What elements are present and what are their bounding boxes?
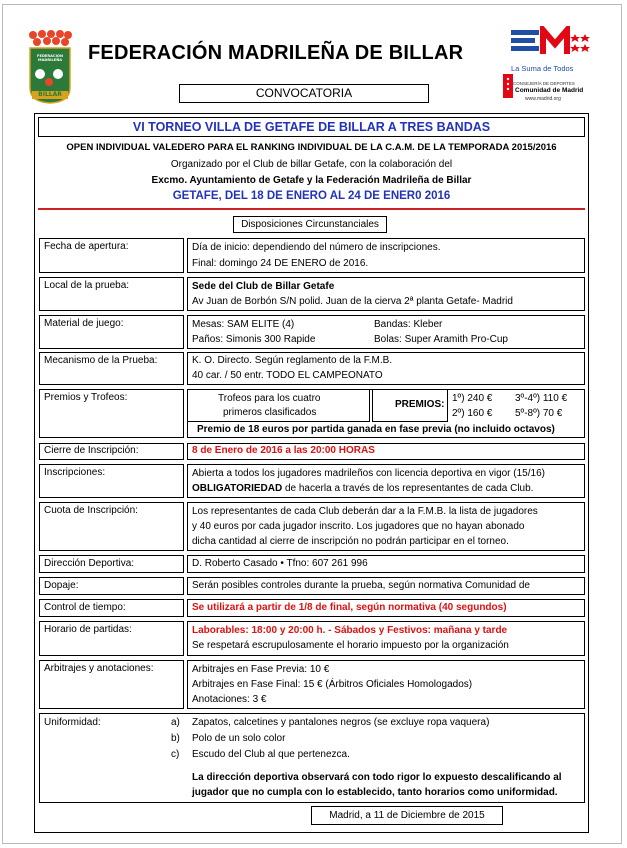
content-control-tiempo xyxy=(187,599,585,617)
content-fecha-apertura xyxy=(187,238,585,273)
event-dates: GETAFE, DEL 18 DE ENERO AL 24 DE ENER0 2016 xyxy=(172,190,451,202)
label-direccion-deportiva: Dirección Deportiva: xyxy=(39,555,184,573)
uniformidad-note-1: La dirección deportiva observará con todo rigor lo expuesto descalificando al xyxy=(192,772,562,783)
uniformidad-box xyxy=(39,713,585,803)
uniformidad-note-2: jugador que no cumpla con lo establecido, tanto horarios como uniformidad. xyxy=(192,787,558,798)
dopaje-value: Serán posibles controles durante la prueba, según normativa Comunidad de xyxy=(192,580,530,591)
label-cuota-inscripcion: Cuota de Inscripción: xyxy=(39,502,184,551)
content-material-juego xyxy=(187,315,585,349)
uniformidad-b: Polo de un solo color xyxy=(192,733,286,744)
fed-logo-text-bottom: BILLAR xyxy=(38,91,62,98)
event-collaboration: Excmo. Ayuntamiento de Getafe y la Federación Madrileña de Billar xyxy=(151,175,472,186)
material-mesas: Mesas: SAM ELITE (4) xyxy=(192,319,295,330)
horario-line-2: Se respetará escrupulosamente el horario impuesto por la organización xyxy=(192,640,509,651)
mecanismo-line-2: 40 car. / 50 entr. TODO EL CAMPEONATO xyxy=(192,370,383,381)
control-value: Se utilizará a partir de 1/8 de final, según normativa (40 segundos) xyxy=(192,602,507,613)
arbitrajes-line-1: Arbitrajes en Fase Previa: 10 € xyxy=(192,664,330,675)
label-premios: Premios y Trofeos: xyxy=(39,389,184,438)
footer-date: Madrid, a 11 de Diciembre de 2015 xyxy=(311,806,503,825)
label-mecanismo: Mecanismo de la Prueba: xyxy=(39,352,184,385)
inscripciones-line-1: Abierta a todos los jugadores madrileños con licencia deportiva en vigor (15/16) xyxy=(192,468,545,479)
cuota-line-1: Los representantes de cada Club deberán dar a la F.M.B. la lista de jugadores xyxy=(192,506,538,517)
madrid-url: www.madrid.org xyxy=(525,96,561,102)
label-dopaje: Dopaje: xyxy=(39,577,184,595)
event-title: VI TORNEO VILLA DE GETAFE DE BILLAR A TRES BANDAS xyxy=(38,117,585,137)
madrid-name: Comunidad de Madrid xyxy=(515,87,584,94)
convocatoria-box: CONVOCATORIA xyxy=(179,84,429,103)
label-uniformidad: Uniformidad: xyxy=(44,717,101,728)
uniformidad-c: Escudo del Club al que pertenezca. xyxy=(192,749,350,760)
inscripciones-line-2 xyxy=(192,483,533,494)
content-mecanismo xyxy=(187,352,585,385)
page-title: FEDERACIÓN MADRILEÑA DE BILLAR xyxy=(88,42,464,64)
label-horario-partidas: Horario de partidas: xyxy=(39,621,184,656)
inscripciones-line-2-rest: de hacerla a través de los representantes de cada Club. xyxy=(282,483,534,494)
uniformidad-b-marker: b) xyxy=(171,733,180,744)
content-premios xyxy=(187,389,585,438)
trofeos-line-2: primeros clasificados xyxy=(223,407,317,418)
arbitrajes-line-2: Arbitrajes en Fase Final: 15 € (Árbitros Oficiales Homologados) xyxy=(192,679,473,690)
uniformidad-a: Zapatos, calcetines y pantalones negros (se excluye ropa vaquera) xyxy=(192,717,490,728)
label-cierre-inscripcion: Cierre de Inscripción: xyxy=(39,443,184,460)
label-local-prueba: Local de la prueba: xyxy=(39,277,184,311)
madrid-dept: CONSEJERÍA DE DEPORTES xyxy=(513,81,575,86)
material-bandas: Bandas: Kleber xyxy=(374,319,443,330)
event-subtitle: OPEN INDIVIDUAL VALEDERO PARA EL RANKING INDIVIDUAL DE LA C.A.M. DE LA TEMPORADA 2015/2016 xyxy=(66,142,557,153)
content-horario-partidas xyxy=(187,621,585,656)
direccion-value: D. Roberto Casado • Tfno: 607 261 996 xyxy=(192,558,368,569)
premio-1: 1º) 240 € xyxy=(452,393,493,404)
madrid-tagline: La Suma de Todos xyxy=(511,64,574,73)
premio-fase-previa: Premio de 18 euros por partida ganada en fase previa (no incluido octavos) xyxy=(197,424,555,435)
apertura-line-2: Final: domingo 24 DE ENERO de 2016. xyxy=(192,258,369,269)
apertura-line-1: Día de inicio: dependiendo del número de inscripciones. xyxy=(192,242,441,253)
label-control-tiempo: Control de tiempo: xyxy=(39,599,184,617)
mecanismo-line-1: K. O. Directo. Según reglamento de la F.M.B. xyxy=(192,355,393,366)
uniformidad-a-marker: a) xyxy=(171,717,180,728)
content-dopaje xyxy=(187,577,585,595)
trofeos-line-1: Trofeos para los cuatro xyxy=(218,393,321,404)
label-fecha-apertura: Fecha de apertura: xyxy=(39,238,184,273)
arbitrajes-line-3: Anotaciones: 3 € xyxy=(192,694,267,705)
comunidad-madrid-logo xyxy=(503,26,598,108)
content-cierre-inscripcion xyxy=(187,443,585,460)
cuota-line-2: y 40 euros por cada jugador inscrito. Los jugadores que no hayan abonado xyxy=(192,521,525,532)
label-arbitrajes: Arbitrajes y anotaciones: xyxy=(39,660,184,709)
content-arbitrajes xyxy=(187,660,585,709)
premios-label-cell xyxy=(372,390,448,422)
uniformidad-c-marker: c) xyxy=(171,749,180,760)
federation-logo xyxy=(28,30,72,104)
premio-3-4: 3º-4º) 110 € xyxy=(515,393,568,404)
local-line-1: Sede del Club de Billar Getafe xyxy=(192,281,335,292)
label-inscripciones: Inscripciones: xyxy=(39,464,184,498)
local-line-2: Av Juan de Borbón S/N polid. Juan de la cierva 2ª planta Getafe- Madrid xyxy=(192,296,513,307)
premio-2: 2º) 160 € xyxy=(452,408,493,419)
red-divider xyxy=(38,208,585,210)
event-organizer: Organizado por el Club de billar Getafe, con la colaboración del xyxy=(170,159,453,170)
trofeos-cell xyxy=(188,390,370,422)
content-local-prueba xyxy=(187,277,585,311)
content-direccion-deportiva xyxy=(187,555,585,573)
label-material-juego: Material de juego: xyxy=(39,315,184,349)
cuota-line-3: dicha cantidad al cierre de inscripción no podrán participar en el torneo. xyxy=(192,536,509,547)
content-cuota-inscripcion xyxy=(187,502,585,551)
horario-line-1: Laborables: 18:00 y 20:00 h. - Sábados y Festivos: mañana y tarde xyxy=(192,625,508,636)
fed-logo-text-top: FEDERACION MADRILEÑA xyxy=(37,54,63,62)
premio-5-8: 5º-8º) 70 € xyxy=(515,408,563,419)
obligatoriedad: OBLIGATORIEDAD xyxy=(192,483,283,494)
material-bolas: Bolas: Super Aramith Pro-Cup xyxy=(374,334,508,345)
disposiciones-box: Disposiciones Circunstanciales xyxy=(233,216,387,233)
premios-label: PREMIOS: xyxy=(395,399,445,410)
cierre-value: 8 de Enero de 2016 a las 20:00 HORAS xyxy=(192,445,375,456)
material-panos: Paños: Simonis 300 Rapide xyxy=(192,334,316,345)
content-inscripciones xyxy=(187,464,585,498)
